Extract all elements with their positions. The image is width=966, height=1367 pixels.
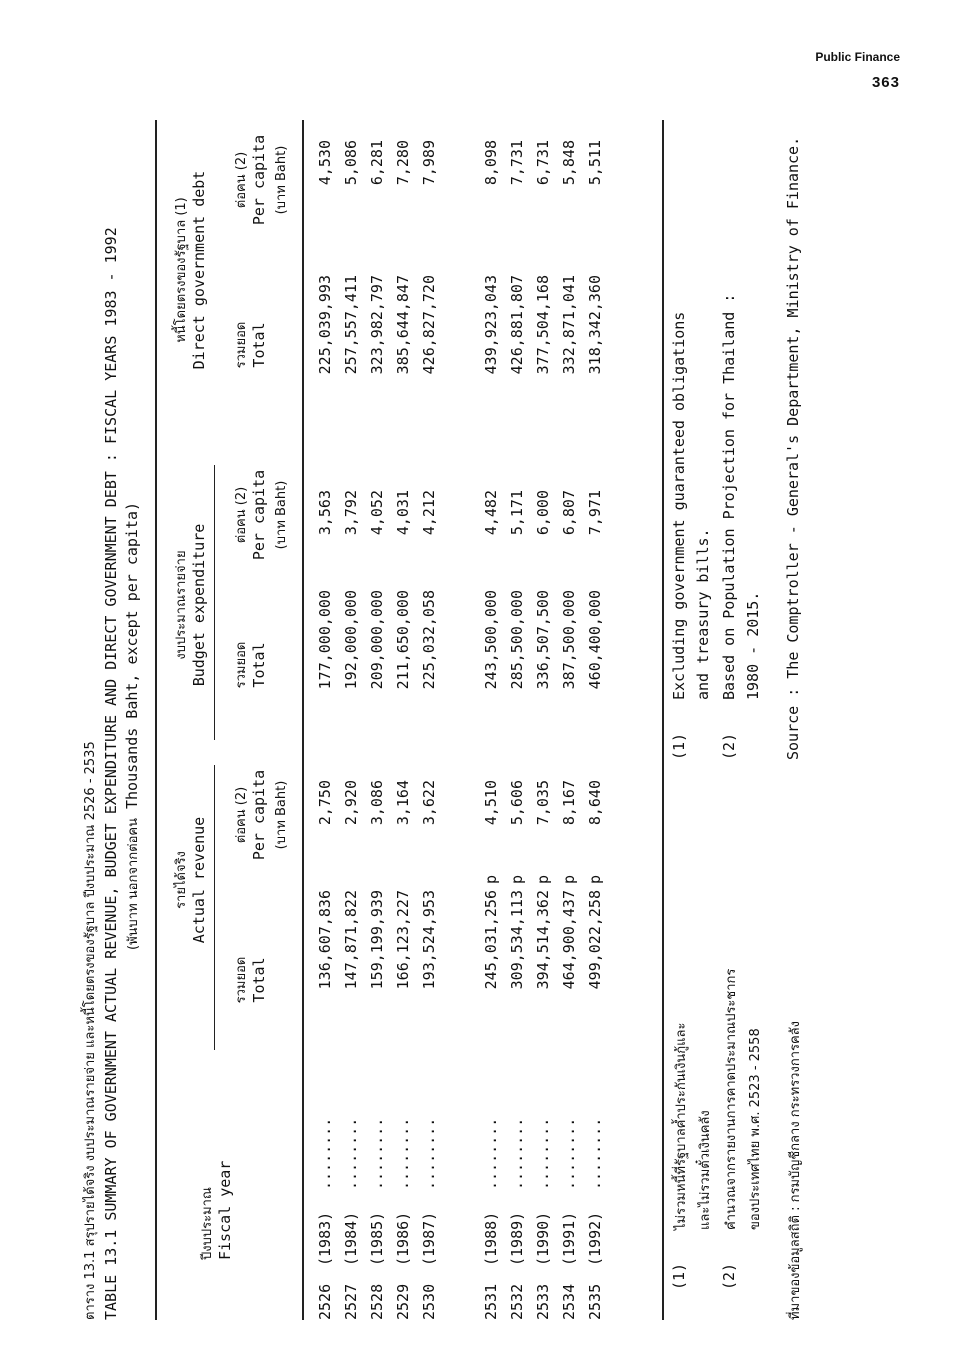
cell-debt-pc: 5,511: [586, 140, 604, 186]
cell-debt-total: 318,342,360: [586, 275, 604, 375]
note1-en: Excluding government guaranteed obligations: [670, 311, 688, 700]
note1-num-en: (1): [670, 732, 688, 760]
rev-pc-header-en: Per capita: [250, 769, 268, 861]
cell-debt-pc: 7,989: [420, 140, 438, 186]
note1-num-thai: (1): [670, 1262, 688, 1290]
debt-total-header-en: Total: [250, 322, 268, 368]
cell-debt-pc: 6,731: [534, 140, 552, 186]
page-number: 363: [871, 74, 900, 91]
note2-en-cont: 1980 - 2015.: [744, 591, 762, 700]
note2-thai: คำนวณจากรายงานการคาดประมาณประชากร: [724, 968, 739, 1230]
cell-rev-pc: 2,920: [342, 780, 360, 826]
cell-dots: ........: [368, 1117, 386, 1190]
rev-total-header-thai: รวมยอด: [234, 956, 249, 1004]
cell-debt-pc: 4,530: [316, 140, 334, 186]
exp-total-header-en: Total: [250, 642, 268, 688]
cell-rev-pc: 3,622: [420, 780, 438, 826]
note1-thai-cont: และไม่รวมตั๋วเงินคลัง: [698, 1110, 713, 1230]
cell-rev-pc: 3,164: [394, 780, 412, 826]
revenue-group-rule: [214, 765, 215, 1050]
cell-exp-pc: 3,792: [342, 490, 360, 536]
cell-dots: ........: [560, 1117, 578, 1190]
revenue-group-thai: รายได้จริง: [174, 851, 189, 909]
section-title: Public Finance: [815, 50, 900, 64]
rotated-table-block: [80, 120, 840, 1320]
cell-be: 2529: [394, 1283, 412, 1320]
cell-debt-pc: 8,098: [482, 140, 500, 186]
cell-exp-pc: 4,212: [420, 490, 438, 536]
cell-debt-pc: 5,086: [342, 140, 360, 186]
cell-dots: ........: [394, 1117, 412, 1190]
cell-be: 2526: [316, 1283, 334, 1320]
cell-be: 2531: [482, 1283, 500, 1320]
cell-rev-pc: 8,640: [586, 780, 604, 826]
table-bottom-rule: [662, 120, 664, 1320]
cell-be: 2530: [420, 1283, 438, 1320]
cell-debt-total: 385,644,847: [394, 275, 412, 375]
cell-dots: ........: [482, 1117, 500, 1190]
cell-dots: ........: [420, 1117, 438, 1190]
debt-total-header-thai: รวมยอด: [234, 321, 249, 369]
cell-dots: ........: [342, 1117, 360, 1190]
cell-p: p: [586, 874, 604, 884]
cell-debt-total: 332,871,041: [560, 275, 578, 375]
debt-group-thai: หนี้โดยตรงของรัฐบาล (1): [174, 197, 189, 343]
cell-ad: (1985): [368, 1211, 386, 1266]
cell-ad: (1990): [534, 1211, 552, 1266]
cell-exp-pc: 4,052: [368, 490, 386, 536]
debt-group-en: Direct government debt: [190, 170, 208, 370]
cell-rev-pc: 4,510: [482, 780, 500, 826]
cell-exp-pc: 4,031: [394, 490, 412, 536]
rev-pc-header-thai: ต่อคน (2): [234, 786, 249, 844]
note1-en-cont: and treasury bills.: [694, 528, 712, 700]
cell-exp-total: 192,000,000: [342, 590, 360, 690]
fiscal-year-header-thai: ปีงบประมาณ: [200, 1187, 215, 1260]
cell-debt-total: 426,881,807: [508, 275, 526, 375]
cell-exp-pc: 7,971: [586, 490, 604, 536]
cell-exp-total: 211,650,000: [394, 590, 412, 690]
cell-debt-pc: 5,848: [560, 140, 578, 186]
caption-units: [122, 120, 144, 1320]
debt-pc-header-en: Per capita: [250, 134, 268, 226]
table-caption: [80, 120, 144, 1320]
cell-debt-total: 426,827,720: [420, 275, 438, 375]
cell-ad: (1986): [394, 1211, 412, 1266]
cell-p: p: [482, 874, 500, 884]
cell-exp-total: 177,000,000: [316, 590, 334, 690]
cell-exp-pc: 6,807: [560, 490, 578, 536]
cell-exp-total: 336,507,500: [534, 590, 552, 690]
cell-rev-pc: 7,035: [534, 780, 552, 826]
expenditure-group-rule: [214, 465, 215, 740]
cell-rev-total: 159,199,939: [368, 890, 386, 990]
cell-be: 2527: [342, 1283, 360, 1320]
cell-be: 2533: [534, 1283, 552, 1320]
cell-p: p: [508, 874, 526, 884]
cell-debt-pc: 6,281: [368, 140, 386, 186]
cell-exp-total: 209,000,000: [368, 590, 386, 690]
exp-total-header-thai: รวมยอด: [234, 641, 249, 689]
caption-english: TABLE 13.1 SUMMARY OF GOVERNMENT ACTUAL REVENUE, BUDGET EXPENDITURE AND DIRECT GOVERNMENT DEBT : FISCAL YEARS 1983 - 1992: [102, 227, 120, 1320]
exp-pc-header-en: Per capita: [250, 469, 268, 561]
cell-ad: (1991): [560, 1211, 578, 1266]
cell-exp-total: 460,400,000: [586, 590, 604, 690]
note1-thai: ไม่รวมหนี้ที่รัฐบาลค้ำประกันเงินกู้และ: [674, 1022, 689, 1230]
cell-exp-total: 285,500,000: [508, 590, 526, 690]
cell-rev-total: 193,524,953: [420, 890, 438, 990]
header-bottom-rule: [302, 120, 304, 1320]
units-thai: (พันบาท นอกจากต่อคน: [126, 818, 141, 950]
cell-debt-pc: 7,280: [394, 140, 412, 186]
rev-pc-unit: (บาท Baht): [274, 780, 289, 850]
cell-debt-total: 377,504,168: [534, 275, 552, 375]
note2-num-en: (2): [720, 732, 738, 760]
cell-rev-total: 394,514,362: [534, 890, 552, 990]
cell-debt-pc: 7,731: [508, 140, 526, 186]
rev-total-header-en: Total: [250, 957, 268, 1003]
cell-exp-total: 225,032,058: [420, 590, 438, 690]
cell-rev-total: 499,022,258: [586, 890, 604, 990]
cell-rev-total: 136,607,836: [316, 890, 334, 990]
cell-exp-pc: 6,000: [534, 490, 552, 536]
cell-rev-total: 245,031,256: [482, 890, 500, 990]
cell-exp-pc: 5,171: [508, 490, 526, 536]
cell-ad: (1992): [586, 1211, 604, 1266]
cell-rev-pc: 8,167: [560, 780, 578, 826]
running-header: [815, 50, 900, 91]
cell-rev-total: 147,871,822: [342, 890, 360, 990]
cell-rev-pc: 3,086: [368, 780, 386, 826]
units-english: Thousands Baht, except per capita): [123, 501, 141, 809]
cell-dots: ........: [586, 1117, 604, 1190]
caption-thai: ตาราง 13.1 สรุปรายได้จริง งบประมาณรายจ่าย และหนี้โดยตรงของรัฐบาล ปีงบประมาณ 2526 - 2535: [83, 741, 98, 1320]
cell-exp-total: 243,500,000: [482, 590, 500, 690]
cell-rev-pc: 2,750: [316, 780, 334, 826]
cell-be: 2532: [508, 1283, 526, 1320]
cell-rev-pc: 5,606: [508, 780, 526, 826]
cell-be: 2535: [586, 1283, 604, 1320]
note2-num-thai: (2): [720, 1262, 738, 1290]
cell-rev-total: 309,534,113: [508, 890, 526, 990]
cell-debt-total: 323,982,797: [368, 275, 386, 375]
cell-rev-total: 464,900,437: [560, 890, 578, 990]
cell-dots: ........: [534, 1117, 552, 1190]
expenditure-group-en: Budget expenditure: [190, 523, 208, 687]
cell-p: p: [534, 874, 552, 884]
cell-ad: (1988): [482, 1211, 500, 1266]
source-en: Source : The Comptroller - General's Department, Ministry of Finance.: [784, 136, 802, 760]
cell-rev-total: 166,123,227: [394, 890, 412, 990]
note2-thai-cont: ของประเทศไทย พ.ศ. 2523 - 2558: [748, 1028, 763, 1230]
fiscal-year-header-en: Fiscal year: [216, 1160, 234, 1260]
revenue-group-en: Actual revenue: [190, 816, 208, 944]
cell-be: 2528: [368, 1283, 386, 1320]
cell-debt-total: 439,923,043: [482, 275, 500, 375]
source-thai: ที่มาของข้อมูลสถิติ : กรมบัญชีกลาง กระทรวงการคลัง: [788, 1021, 803, 1320]
table-top-rule: [155, 120, 157, 1320]
cell-exp-pc: 4,482: [482, 490, 500, 536]
cell-debt-total: 225,039,993: [316, 275, 334, 375]
cell-ad: (1984): [342, 1211, 360, 1266]
cell-ad: (1989): [508, 1211, 526, 1266]
note2-en: Based on Population Projection for Thailand :: [720, 293, 738, 700]
cell-exp-pc: 3,563: [316, 490, 334, 536]
cell-be: 2534: [560, 1283, 578, 1320]
cell-ad: (1987): [420, 1211, 438, 1266]
expenditure-group-thai: งบประมาณรายจ่าย: [174, 550, 189, 660]
cell-exp-total: 387,500,000: [560, 590, 578, 690]
debt-pc-header-thai: ต่อคน (2): [234, 151, 249, 209]
cell-dots: ........: [508, 1117, 526, 1190]
exp-pc-header-thai: ต่อคน (2): [234, 486, 249, 544]
cell-dots: ........: [316, 1117, 334, 1190]
cell-p: p: [560, 874, 578, 884]
cell-ad: (1983): [316, 1211, 334, 1266]
cell-debt-total: 257,557,411: [342, 275, 360, 375]
debt-pc-unit: (บาท Baht): [274, 145, 289, 215]
exp-pc-unit: (บาท Baht): [274, 480, 289, 550]
